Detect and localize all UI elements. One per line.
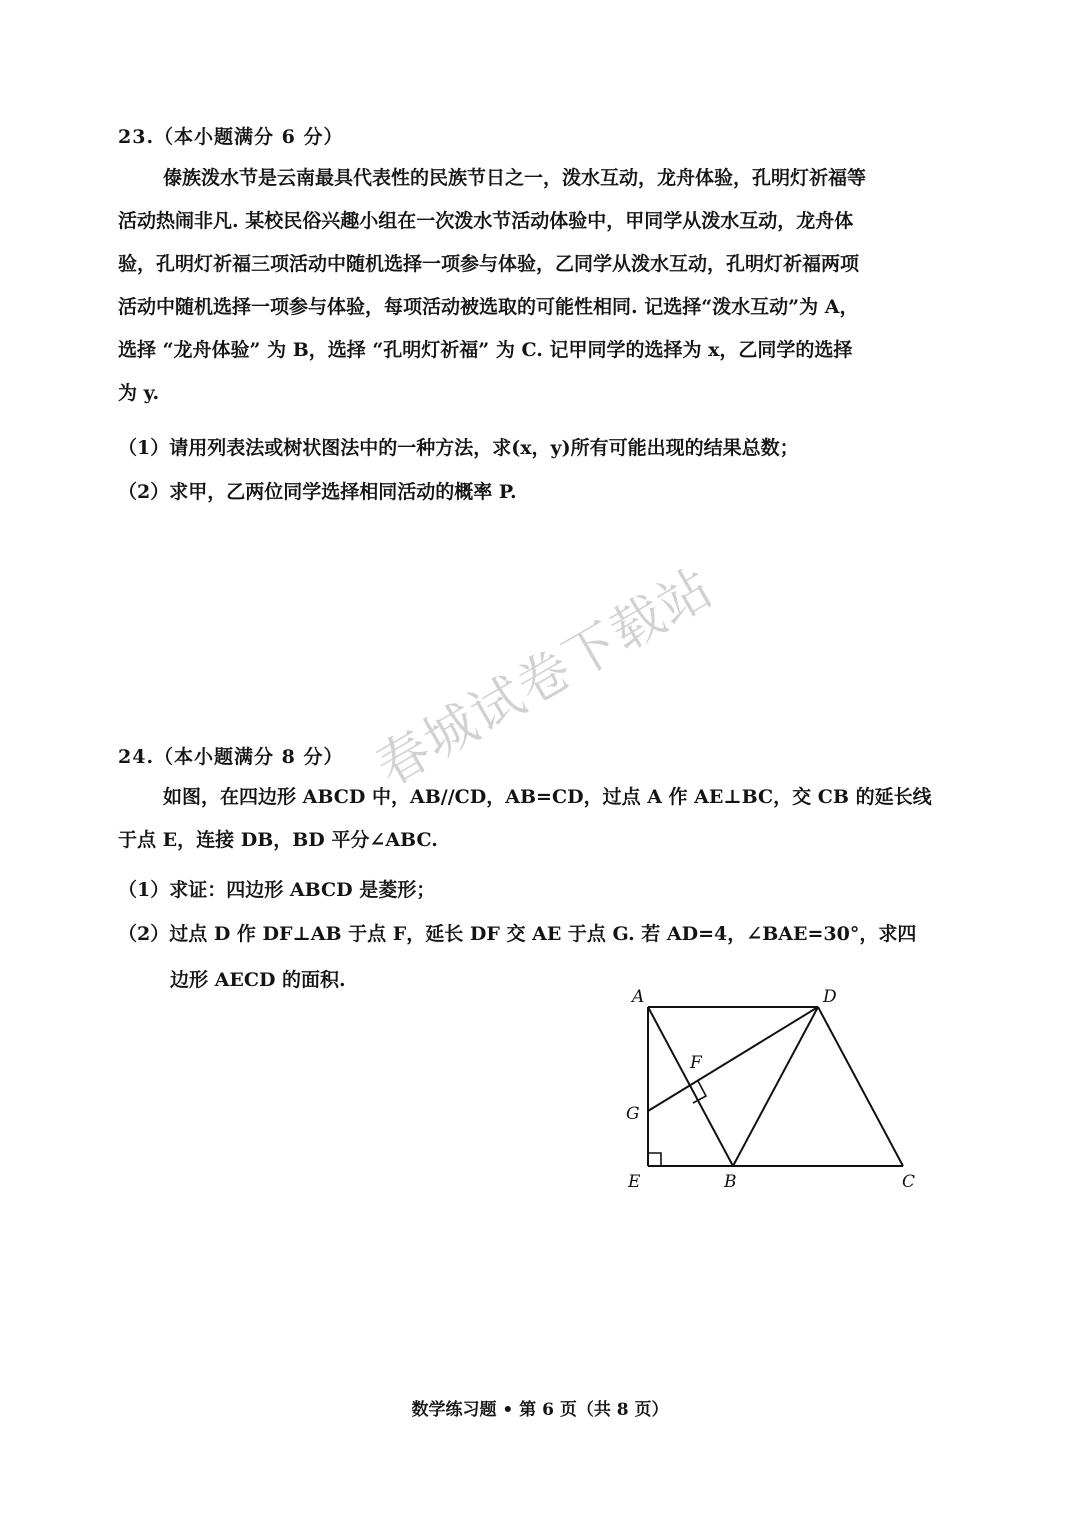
q24-part2-line1: （2）过点 D 作 DF⊥AB 于点 F，延长 DF 交 AE 于点 G. 若 AD=4，∠BAE=30°，求四 (118, 923, 917, 945)
right-angle-e (648, 1153, 661, 1166)
q23-line-4: 活动中随机选择一项参与体验，每项活动被选取的可能性相同. 记选择“泼水互动”为 A， (118, 296, 859, 318)
q23-part1: （1）请用列表法或树状图法中的一种方法，求(x，y)所有可能出现的结果总数； (118, 437, 799, 459)
label-d: D (823, 987, 837, 1007)
q24-part2-line2: 边形 AECD 的面积. (170, 969, 346, 991)
watermark: 春城试卷下载站 (366, 557, 724, 799)
rhombus-figure (610, 980, 930, 1195)
q23-part2: （2）求甲，乙两位同学选择相同活动的概率 P. (118, 481, 517, 503)
label-c: C (902, 1172, 916, 1192)
q24-line-2: 于点 E，连接 DB，BD 平分∠ABC. (118, 829, 438, 851)
label-a: A (632, 987, 645, 1007)
q23-line-1: 傣族泼水节是云南最具代表性的民族节日之一，泼水互动，龙舟体验，孔明灯祈福等 (163, 167, 867, 189)
label-e: E (628, 1172, 641, 1192)
q24-header: 24.（本小题满分 8 分） (118, 746, 344, 768)
q23-line-2: 活动热闹非凡. 某校民俗兴趣小组在一次泼水节活动体验中，甲同学从泼水互动，龙舟体 (118, 210, 854, 232)
segment-db (733, 1007, 818, 1166)
segment-gd (648, 1007, 818, 1111)
figure-lines (648, 1007, 903, 1166)
q23-line-5: 选择 “龙舟体验” 为 B，选择 “孔明灯祈福” 为 C. 记甲同学的选择为 x，乙同学的选择 (118, 339, 853, 361)
label-g: G (626, 1104, 640, 1124)
q23-stem (118, 157, 866, 415)
q23-line-6: 为 y. (118, 382, 160, 404)
page-footer: 数学练习题 • 第 6 页（共 8 页） (411, 1400, 669, 1420)
right-angle-f (693, 1081, 706, 1103)
label-b: B (724, 1172, 737, 1192)
q24-line-1: 如图，在四边形 ABCD 中，AB//CD，AB=CD，过点 A 作 AE⊥BC，交 CB 的延长线 (163, 786, 932, 808)
segment-ab (648, 1007, 733, 1166)
segment-dc (818, 1007, 903, 1166)
q24-part1: （1）求证：四边形 ABCD 是菱形； (118, 879, 436, 901)
q24-stem (118, 776, 932, 862)
q23-header: 23.（本小题满分 6 分） (118, 126, 344, 148)
label-f: F (690, 1053, 702, 1073)
q23-line-3: 验，孔明灯祈福三项活动中随机选择一项参与体验，乙同学从泼水互动，孔明灯祈福两项 (118, 253, 860, 275)
